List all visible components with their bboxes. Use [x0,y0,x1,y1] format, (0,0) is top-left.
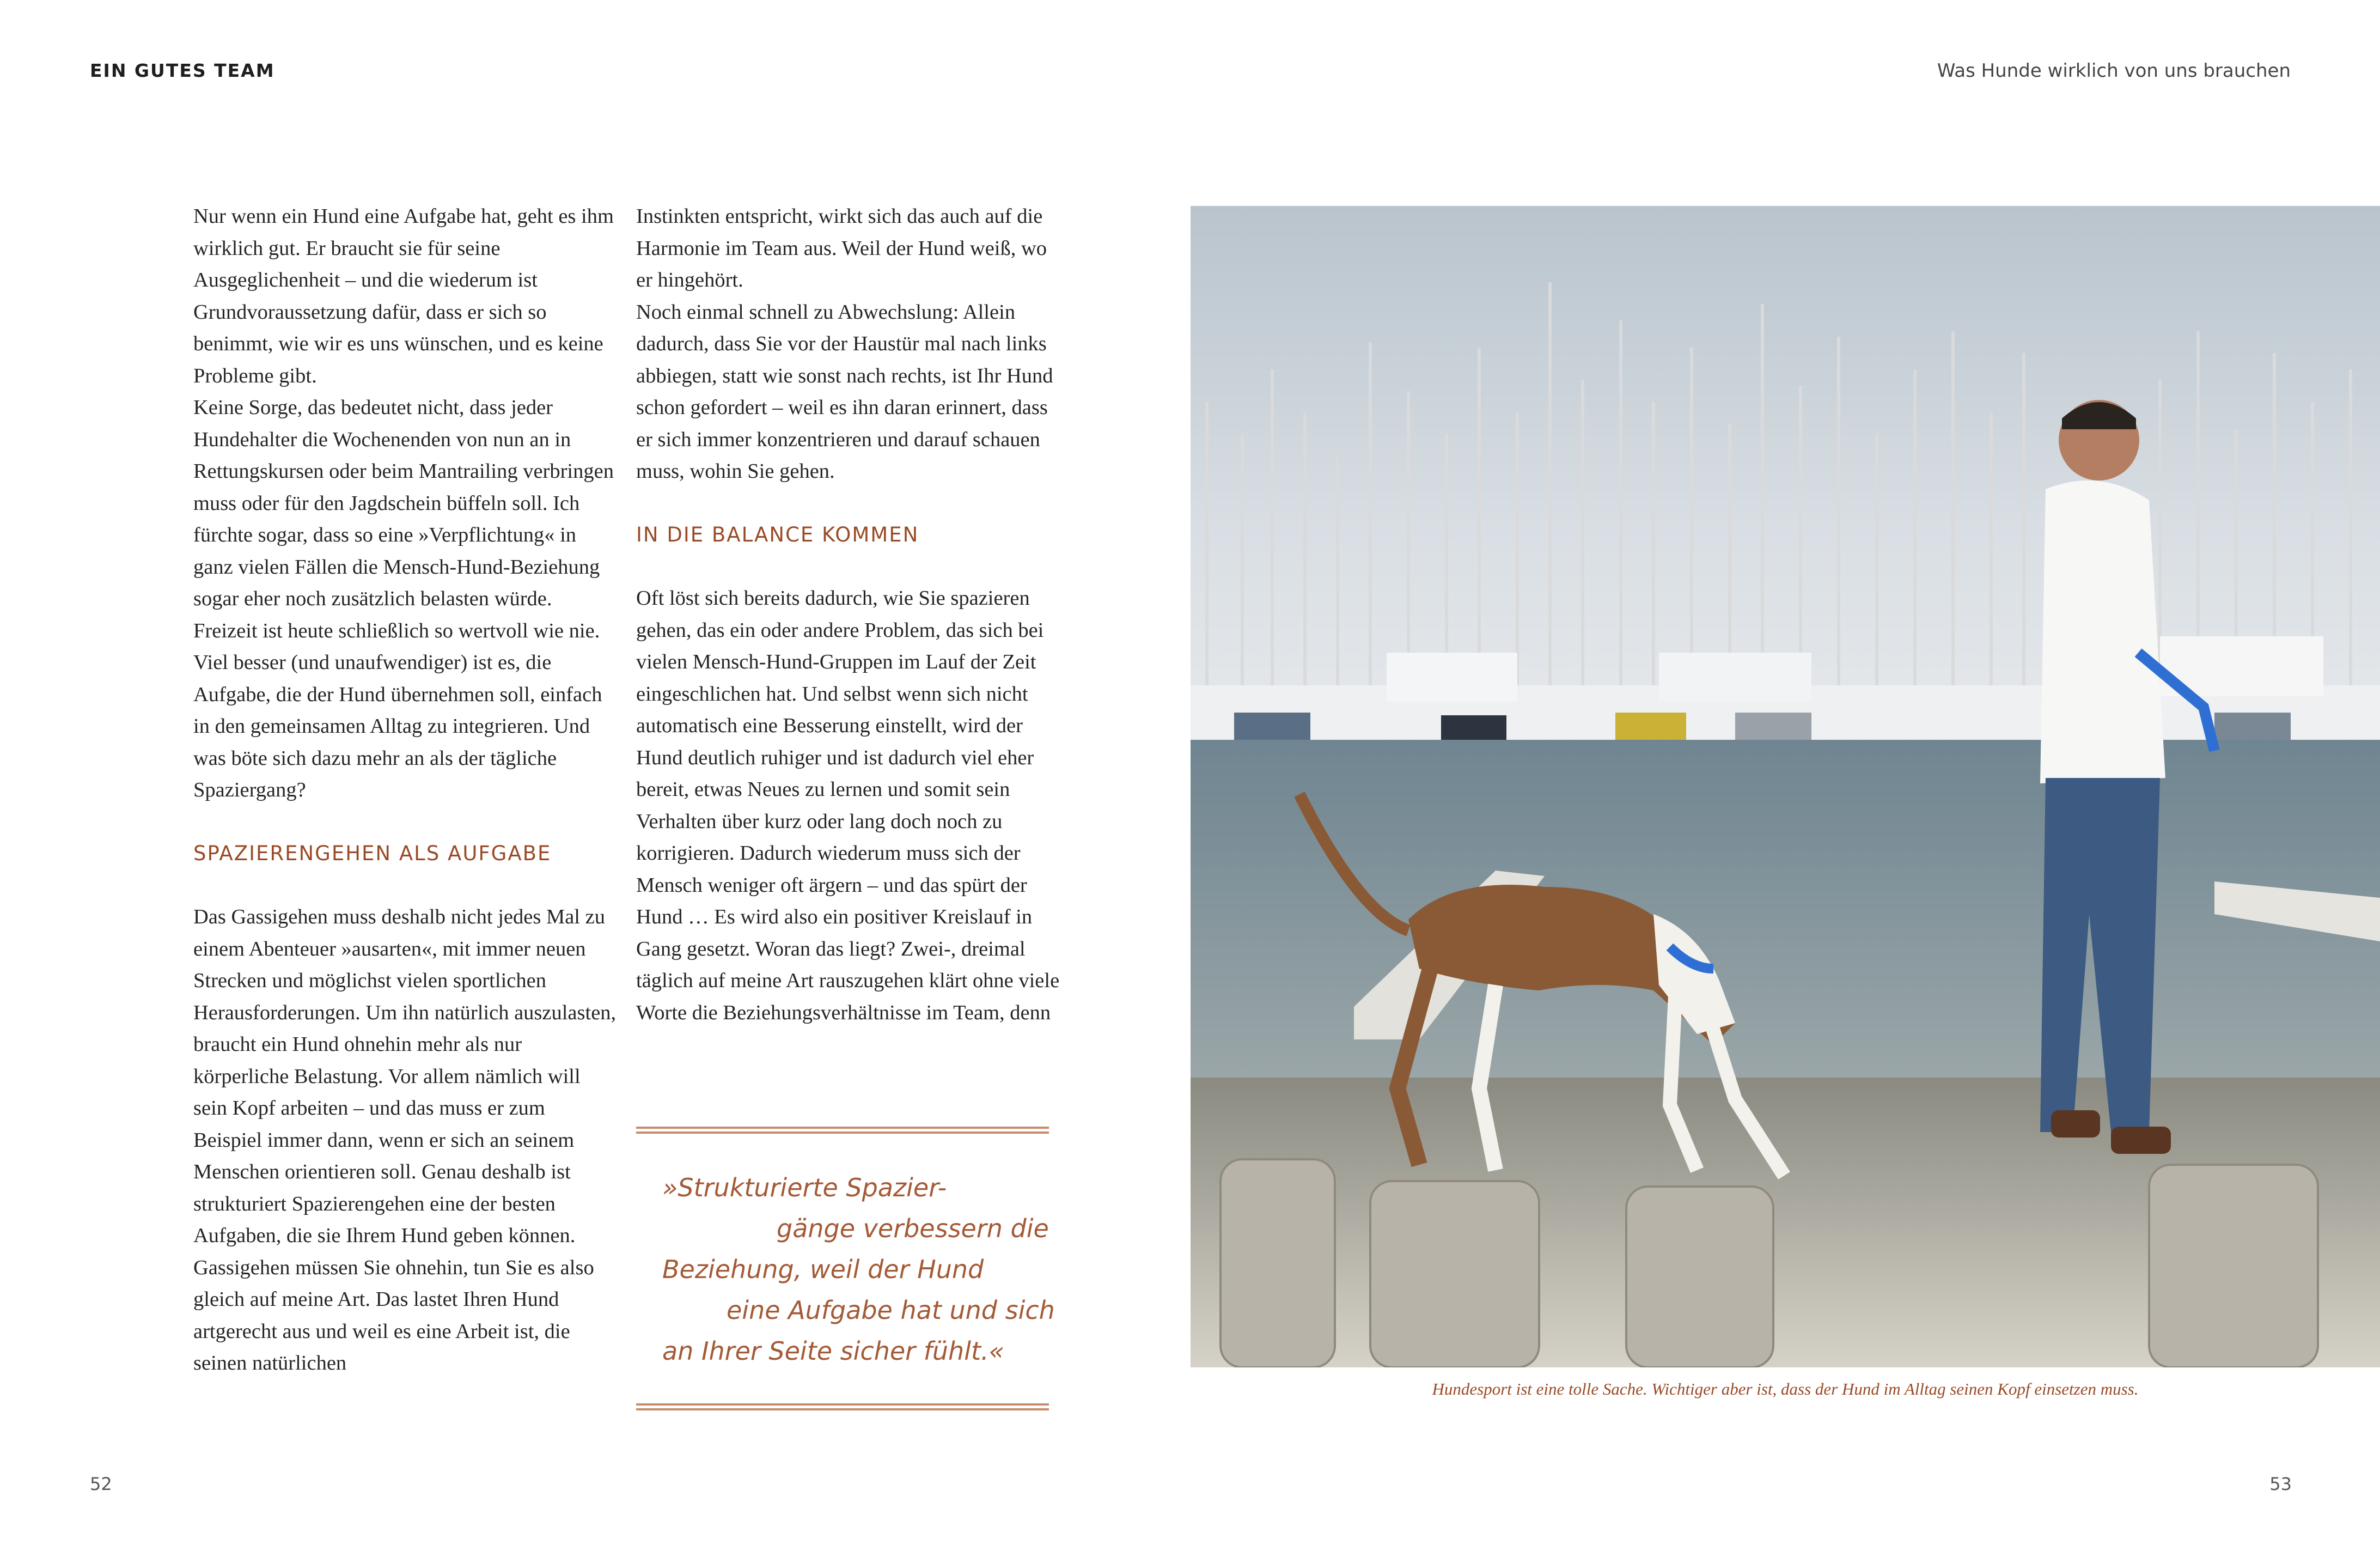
pull-quote [636,1127,1055,1410]
running-header-right: Was Hunde wirklich von uns brauchen [1937,60,2291,82]
pull-quote-rule-top [636,1127,1049,1134]
pull-quote-text [636,1134,1055,1403]
page-number-left: 52 [90,1474,112,1494]
page-number-right: 53 [2269,1474,2292,1494]
text-column-right [636,200,1061,1029]
pull-quote-line: an Ihrer Seite sicher fühlt.« [662,1336,1005,1366]
pull-quote-line: Beziehung, weil der Hund [662,1255,984,1284]
paragraph: Noch einmal schnell zu Abwechslung: Allein dadurch, dass Sie vor der Haustür mal nach links abbiegen, statt wie sonst nach rechts, ist Ihr Hund schon gefordert – weil es ihn daran erinnert, dass er sich immer konzentrieren und darauf schauen muss, wohin Sie gehen. [636,300,1053,483]
paragraph: Viel besser (und unaufwendiger) ist es, die Aufgabe, die der Hund übernehmen soll, einfach in den gemeinsamen Alltag zu integrieren. Und was böte sich dazu mehr an als der tägliche Spaziergang? [193,651,602,801]
paragraph: Keine Sorge, das bedeutet nicht, dass jeder Hundehalter die Wochenenden von nun an in Rettungskursen oder beim Mantrailing verbringen muss oder für den Jagdschein büffeln soll. Ich fürchte sogar, dass so eine »Verpflichtung« in ganz vielen Fällen die Mensch-Hund-Beziehung sogar eher noch zusätzlich belasten würde. Freizeit ist heute schließlich so wertvoll wie nie. [193,396,614,642]
running-header-left: EIN GUTES TEAM [90,60,275,81]
pull-quote-rule-bottom [636,1403,1049,1410]
photo-illustration [1191,206,2380,1367]
harbor-photo [1191,206,2380,1367]
paragraph: Oft löst sich bereits dadurch, wie Sie spazieren gehen, das ein oder andere Problem, das sich bei vielen Mensch-Hund-Gruppen im Lauf der Zeit eingeschlichen hat. Und selbst wenn sich nicht automatisch eine Besserung einstellt, wird der Hund deutlich ruhiger und ist dadurch viel eher bereit, etwas Neues zu lernen und somit sein Verhalten über kurz oder lang doch noch zu korrigieren. Dadurch wiederum muss sich der Mensch weniger oft ärgern – und das spürt der Hund … Es wird also ein positiver Kreislauf in Gang gesetzt. Woran das liegt? Zwei-, dreimal täglich auf meine Art rauszugehen klärt ohne viele Worte die Beziehungsverhältnisse im Team, denn [636,587,1060,1024]
paragraph: Das Gassigehen muss deshalb nicht jedes Mal zu einem Abenteuer »ausarten«, mit immer neuen Strecken und möglichst vielen sportlichen Herausforderungen. Um ihn natürlich auszulasten, braucht ein Hund ohnehin mehr als nur körperliche Belastung. Vor allem nämlich will sein Kopf arbeiten – und das muss er zum Beispiel immer dann, wenn er sich an seinem Menschen orientieren soll. Genau deshalb ist strukturiert Spazierengehen eine der besten Aufgaben, die sie Ihrem Hund geben können. Gassigehen müssen Sie ohnehin, tun Sie es also gleich auf meine Art. Das lastet Ihren Hund artgerecht aus und weil es eine Arbeit ist, die seinen natürlichen [193,905,617,1374]
text-column-left [193,200,618,1379]
photo-caption: Hundesport ist eine tolle Sache. Wichtiger aber ist, dass der Hund im Alltag seinen Kopf einsetzen muss. [1432,1379,2139,1398]
paragraph: Instinkten entspricht, wirkt sich das auch auf die Harmonie im Team aus. Weil der Hund weiß, wo er hingehört. [636,205,1047,291]
section-heading: IN DIE BALANCE KOMMEN [636,522,919,546]
pull-quote-line: gänge verbessern die [777,1214,1049,1243]
section-heading: SPAZIERENGEHEN ALS AUFGABE [193,841,552,865]
pull-quote-line: »Strukturierte Spazier- [662,1173,947,1202]
pull-quote-line: eine Aufgabe hat und sich [727,1296,1055,1325]
paragraph: Nur wenn ein Hund eine Aufgabe hat, geht es ihm wirklich gut. Er braucht sie für seine Ausgeglichenheit – und die wiederum ist Grundvoraussetzung dafür, dass er sich so benimmt, wie wir es uns wünschen, und es keine Probleme gibt. [193,205,614,387]
